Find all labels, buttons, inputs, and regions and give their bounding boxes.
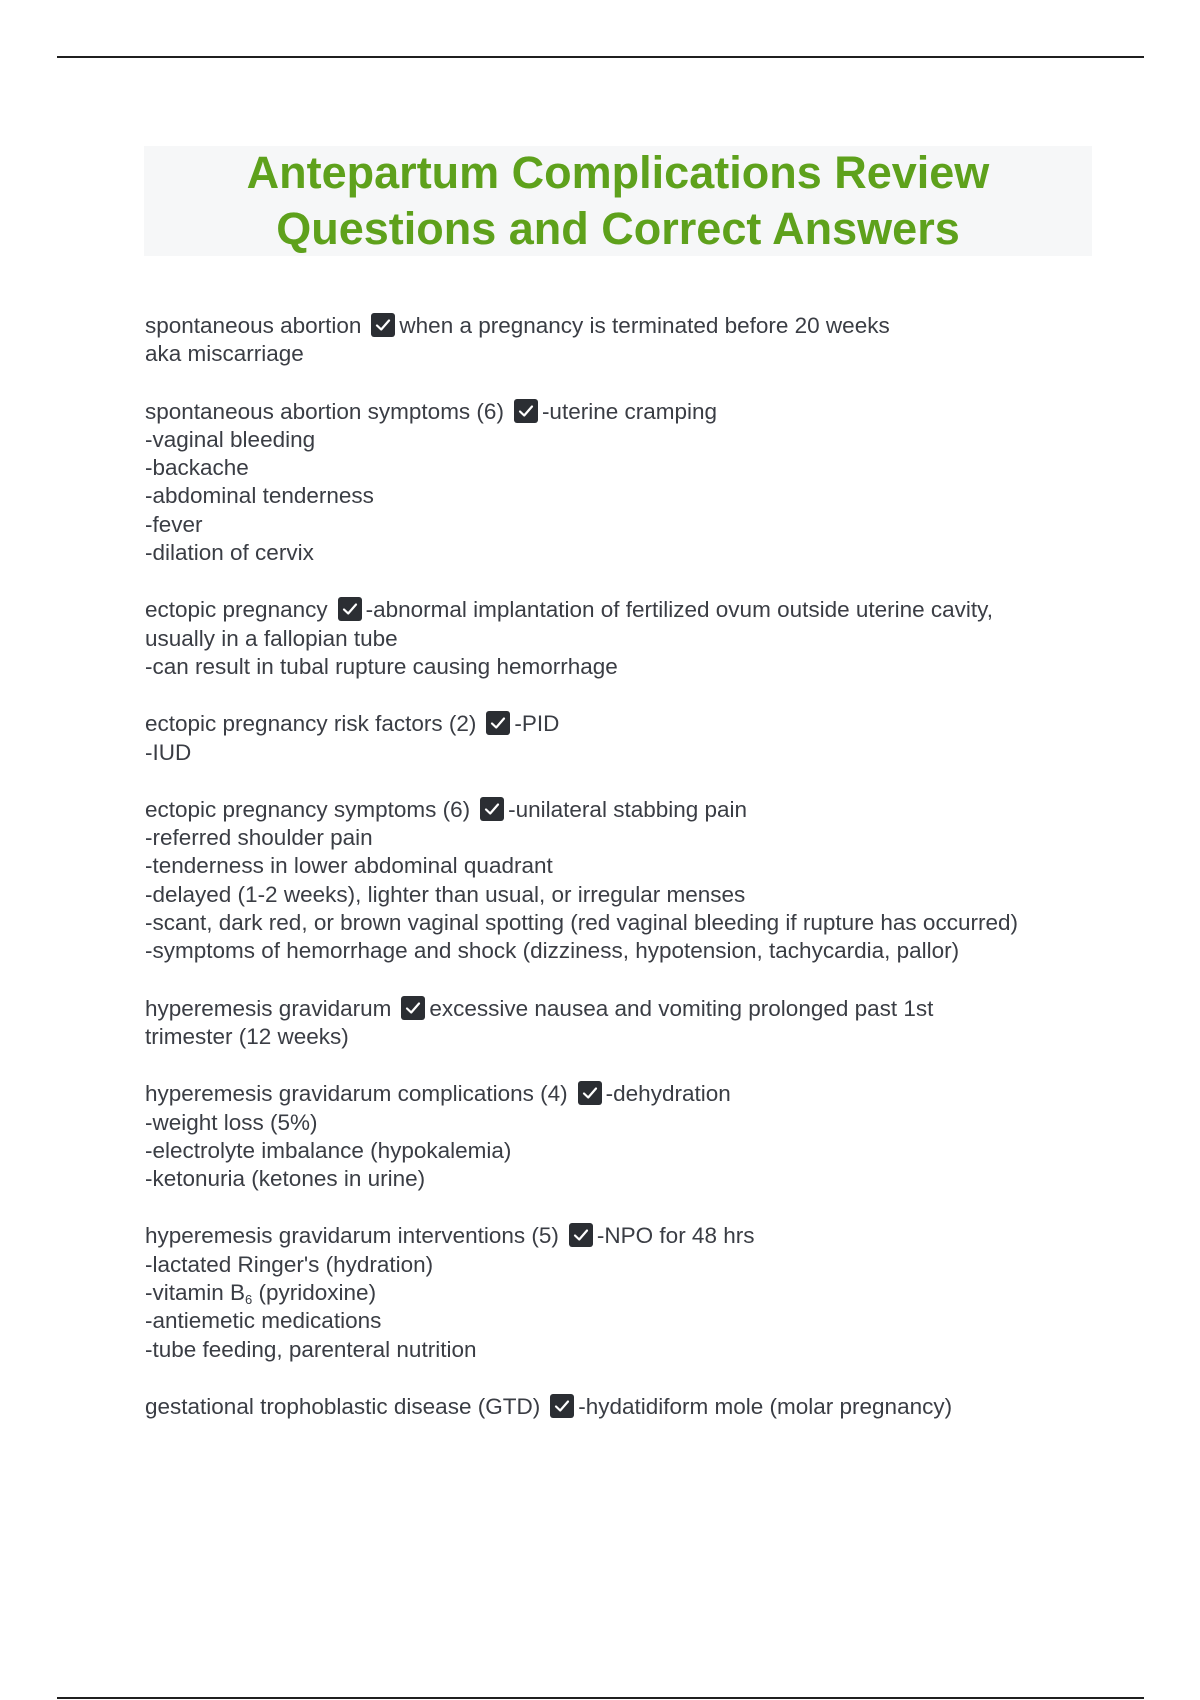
answer-line-text: -abdominal tenderness [145,483,374,509]
answer-line-text: -weight loss (5%) [145,1109,318,1135]
checkbox-checked-icon [338,597,362,621]
answer-line-text: -can result in tubal rupture causing hemorrhage [145,653,618,679]
answer-line [145,881,1105,909]
answer-line-text: -ketonuria (ketones in urine) [145,1166,426,1192]
answer-line-text: -antiemetic medications [145,1308,382,1334]
answer-line [145,1137,1105,1165]
answer-text: -dehydration [605,1081,731,1107]
answer-line-text: -IUD [145,739,192,765]
checkbox-checked-icon [569,1223,593,1247]
qa-entry [145,312,1105,369]
checkbox-checked-icon [578,1081,602,1105]
qa-first-line [145,995,1105,1023]
answer-line-text: trimester (12 weeks) [145,1023,349,1049]
qa-first-line [145,796,1105,824]
document-title [144,145,1092,257]
checkbox-checked-icon [371,313,395,337]
qa-entry [145,1080,1105,1193]
answer-line-text: -symptoms of hemorrhage and shock (dizziness, hypotension, tachycardia, pallor) [145,938,960,964]
qa-entry [145,1222,1105,1363]
checkbox-checked-icon [550,1394,574,1418]
answer-line-text: -backache [145,455,249,481]
qa-entry [145,995,1105,1052]
question-term: spontaneous abortion symptoms (6) [145,398,504,424]
answer-text: -abnormal implantation of fertilized ovum outside uterine cavity, [365,597,994,623]
answer-line [145,1279,1105,1307]
qa-first-line [145,312,1105,340]
answer-line-text: -tenderness in lower abdominal quadrant [145,853,553,879]
answer-line [145,909,1105,937]
question-term: ectopic pregnancy risk factors (2) [145,711,477,737]
top-rule [57,56,1144,58]
answer-line [145,482,1105,510]
question-term: ectopic pregnancy [145,597,328,623]
answer-text: when a pregnancy is terminated before 20 weeks [399,313,890,338]
qa-first-line [145,1222,1105,1250]
answer-line [145,852,1105,880]
question-term: hyperemesis gravidarum complications (4) [145,1081,568,1107]
answer-line [145,1307,1105,1335]
answer-line-text: -electrolyte imbalance (hypokalemia) [145,1137,512,1163]
answer-line [145,937,1105,965]
answer-line-text: -dilation of cervix [145,540,314,566]
qa-first-line [145,710,1105,738]
answer-line-text: -referred shoulder pain [145,825,373,851]
title-line-2: Questions and Correct Answers [276,203,960,254]
vitamin-subscript: 6 [245,1292,253,1308]
answer-line [145,1165,1105,1193]
checkbox-checked-icon [514,399,538,423]
question-term: gestational trophoblastic disease (GTD) [145,1393,541,1419]
answer-line-text: -lactated Ringer's (hydration) [145,1251,434,1277]
answer-line [145,454,1105,482]
answer-text: excessive nausea and vomiting prolonged past 1st [429,995,934,1021]
answer-text: -uterine cramping [541,398,718,424]
answer-line-text: -delayed (1-2 weeks), lighter than usual, or irregular menses [145,881,746,907]
answer-line [145,340,1105,368]
answer-line [145,739,1105,767]
answer-line [145,539,1105,567]
answer-line [145,1336,1105,1364]
answer-line [145,824,1105,852]
qa-entry [145,796,1105,966]
answer-line-text: -tube feeding, parenteral nutrition [145,1336,477,1362]
question-term: spontaneous abortion [145,313,362,338]
question-term: hyperemesis gravidarum interventions (5) [145,1223,559,1249]
answer-line-text: -fever [145,511,203,537]
answer-text: -NPO for 48 hrs [596,1223,755,1249]
answer-line-text: -vitamin B [145,1280,246,1306]
vitamin-suffix: (pyridoxine) [252,1280,377,1306]
qa-first-line [145,1080,1105,1108]
answer-text: -unilateral stabbing pain [508,796,748,822]
qa-first-line [145,398,1105,426]
answer-line [145,1251,1105,1279]
checkbox-checked-icon [480,797,504,821]
title-line-1: Antepartum Complications Review [246,147,990,198]
qa-entry [145,596,1105,681]
qa-entry [145,398,1105,568]
question-term: hyperemesis gravidarum [145,995,392,1021]
qa-list [145,312,1105,1450]
bottom-rule [57,1697,1144,1699]
qa-first-line [145,596,1105,624]
title-banner [144,146,1092,256]
answer-line [145,653,1105,681]
checkbox-checked-icon [486,711,510,735]
answer-line-text: usually in a fallopian tube [145,625,398,651]
answer-text: -hydatidiform mole (molar pregnancy) [578,1393,953,1419]
answer-line-text: aka miscarriage [145,341,304,367]
qa-entry [145,1393,1105,1421]
answer-line [145,1109,1105,1137]
answer-line-text: -scant, dark red, or brown vaginal spotting (red vaginal bleeding if rupture has occurred) [145,910,1018,936]
answer-line [145,426,1105,454]
answer-text: -PID [514,711,560,737]
qa-entry [145,710,1105,767]
answer-line [145,1023,1105,1051]
answer-line-text: -vaginal bleeding [145,426,316,452]
checkbox-checked-icon [401,996,425,1020]
question-term: ectopic pregnancy symptoms (6) [145,796,471,822]
answer-line [145,511,1105,539]
qa-first-line [145,1393,1105,1421]
answer-line [145,625,1105,653]
